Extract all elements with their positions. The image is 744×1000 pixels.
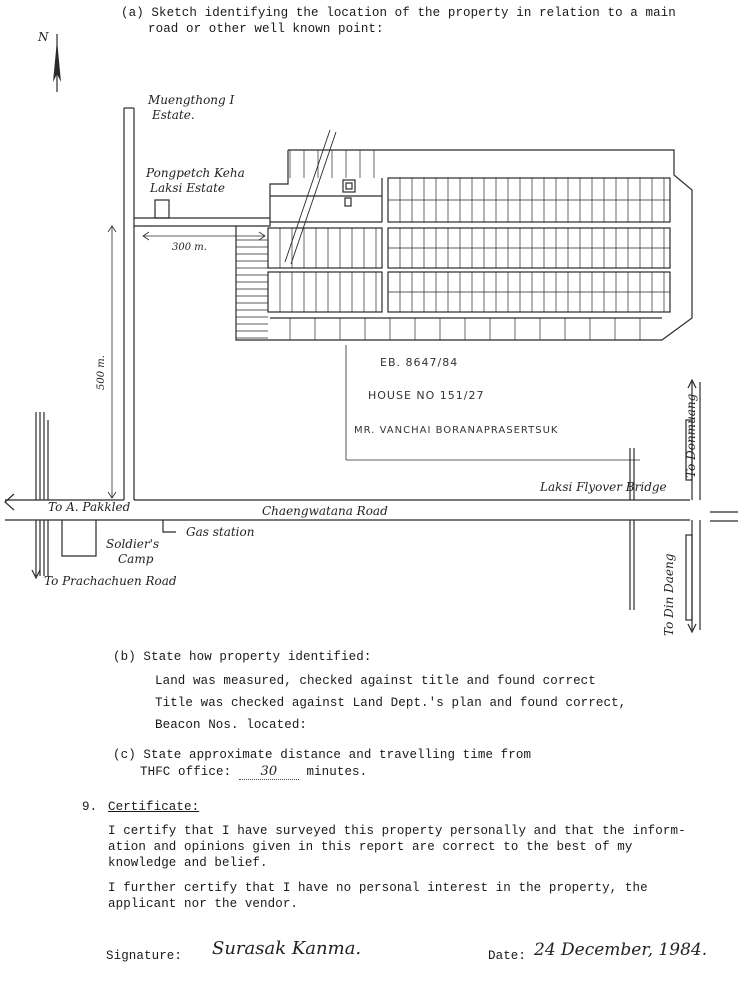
stamp-eb-number: EB. 8647/84 xyxy=(380,356,459,369)
label-500m: 500 m. xyxy=(96,355,107,390)
section-b-line3: Beacon Nos. located: xyxy=(155,718,308,732)
dimension-300m xyxy=(143,232,265,240)
label-muengthong: Muengthong I xyxy=(148,93,235,107)
label-to-prachachuen: To Prachachuen Road xyxy=(44,574,177,588)
stamp-house-number: HOUSE NO 151/27 xyxy=(368,389,485,402)
property-outline xyxy=(236,150,692,340)
certificate-p2-line2: applicant nor the vendor. xyxy=(108,897,299,911)
section-c-prefix: THFC office: xyxy=(140,765,232,779)
travel-time-value: 30 xyxy=(239,764,299,780)
date-value: 24 December, 1984. xyxy=(534,940,708,960)
section-b-line1: Land was measured, checked against title and found correct xyxy=(155,674,596,688)
section-c-suffix: minutes. xyxy=(306,765,368,779)
dimension-500m xyxy=(108,226,116,498)
label-to-donmuang: To Donmuang xyxy=(684,393,698,478)
section-b-line2: Title was checked against Land Dept.'s plan and found correct, xyxy=(155,696,627,710)
north-label: N xyxy=(38,30,49,44)
certificate-p2-line1: I further certify that I have no personal interest in the property, the xyxy=(108,881,648,895)
section-b-heading: (b) State how property identified: xyxy=(113,650,372,664)
certificate-p1-line2: ation and opinions given in this report are correct to the best of my xyxy=(108,840,633,854)
label-pongpetch: Pongpetch Keha xyxy=(146,166,245,180)
label-to-din-daeng: To Din Daeng xyxy=(662,553,676,636)
house-marker-icon xyxy=(343,180,355,206)
soldiers-camp xyxy=(62,520,96,556)
certificate-p1-line3: knowledge and belief. xyxy=(108,856,268,870)
section-a-line2: road or other well known point: xyxy=(148,22,384,36)
section-c-line2 xyxy=(140,764,367,780)
estate-road xyxy=(124,108,134,500)
label-gas-station: Gas station xyxy=(186,525,255,539)
label-camp: Camp xyxy=(118,552,154,566)
signature-name: Surasak Kanma. xyxy=(212,938,362,959)
label-300m: 300 m. xyxy=(172,242,207,253)
certificate-p1-line1: I certify that I have surveyed this property personally and that the inform- xyxy=(108,824,686,838)
label-laksi-flyover: Laksi Flyover Bridge xyxy=(540,480,667,494)
north-arrow-icon xyxy=(53,34,61,92)
date-label: Date: xyxy=(488,949,527,963)
certificate-number: 9. xyxy=(82,800,98,814)
section-c-line1: (c) State approximate distance and travelling time from xyxy=(113,748,532,762)
stamp-owner: MR. VANCHAI BORANAPRASERTSUK xyxy=(354,425,559,436)
gas-station xyxy=(163,520,176,532)
label-chaengwatana-road: Chaengwatana Road xyxy=(262,504,388,518)
certificate-heading: Certificate: xyxy=(108,800,200,814)
label-muengthong-estate: Estate. xyxy=(152,108,195,122)
label-laksi-estate: Laksi Estate xyxy=(150,181,226,195)
label-soldiers: Soldier's xyxy=(106,537,160,551)
signature-label: Signature: xyxy=(106,949,183,963)
section-a-line1: (a) Sketch identifying the location of the property in relation to a main xyxy=(121,6,676,20)
prachachuen-road xyxy=(32,412,48,578)
label-to-a-pakkled: To A. Pakkled xyxy=(48,500,131,514)
estate-access-road xyxy=(134,200,270,226)
